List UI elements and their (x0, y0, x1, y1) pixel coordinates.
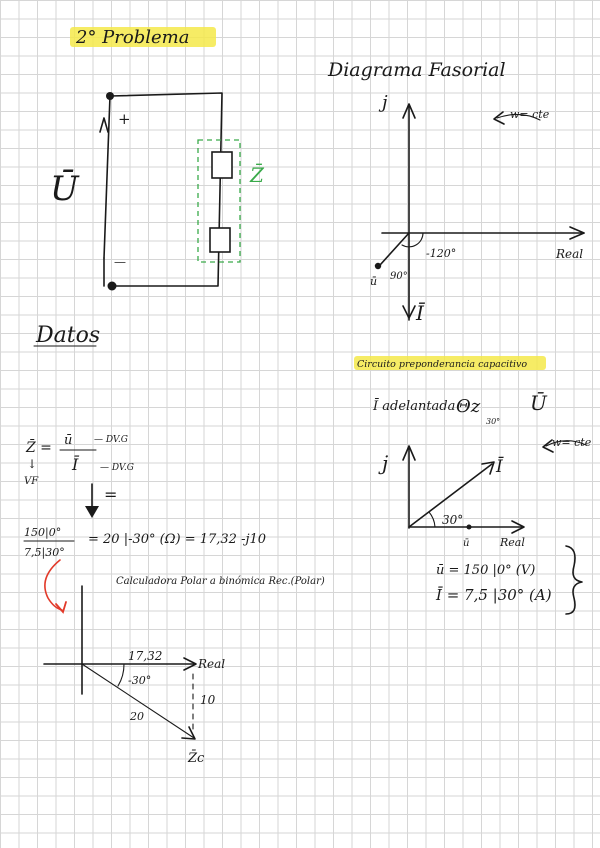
j-axis-label: j (382, 92, 388, 113)
cap-angle-label: 30° (442, 513, 464, 527)
plus-sign: + (118, 110, 131, 128)
eq-i: Ī = 7,5 |30° (A) (436, 586, 552, 604)
frac-den: 7,5|30° (24, 546, 65, 559)
voltage-label: Ū (50, 169, 79, 209)
cap-current-label: Ī (496, 457, 503, 477)
eq-u: ū = 150 |0° (V) (436, 563, 536, 578)
terminal-bottom (108, 282, 117, 291)
capacitive-section (354, 356, 592, 614)
angle-label: -120° (426, 247, 457, 260)
z-frac-num: ū (64, 433, 73, 448)
voltage-arrow-icon (100, 118, 108, 132)
brace-icon (566, 546, 582, 614)
below-z: ↓ (27, 457, 38, 471)
calc-angle-label: -30° (128, 674, 152, 687)
down-arrow-icon (85, 506, 99, 518)
calc-magnitude: 20 (130, 710, 144, 723)
z-result: = 20 |-30° (Ω) = 17,32 -j10 (88, 532, 267, 547)
red-arrow (45, 560, 62, 610)
vf-label: VF (24, 476, 39, 487)
capacitor-element (210, 228, 230, 252)
u-angle-label: 90° (390, 271, 408, 282)
capacitive-heading: Circuito preponderancia capacitivo (357, 359, 528, 370)
u-phasor (380, 233, 409, 265)
statement-end: Ū (530, 391, 547, 415)
calculator-note: Calculadora Polar a binómica Rec.(Polar) (116, 576, 325, 587)
statement-sub: 30° (486, 417, 501, 426)
calc-z-label: Z̄c (188, 751, 205, 766)
impedance-label: Z̄ (250, 163, 264, 187)
calc-real-label: Real (198, 657, 226, 671)
statement-angle: Θz (456, 396, 481, 417)
cap-j-label: j (382, 451, 389, 475)
cap-angle-arc (429, 512, 435, 527)
cap-omega-label: w= cte (552, 436, 592, 449)
omega-label: w= cte (510, 108, 550, 121)
eq-sign: = (104, 485, 118, 504)
minus-sign: — (114, 255, 126, 269)
terminal-top (106, 92, 114, 100)
frac-num: 150|0° (24, 526, 62, 539)
calc-angle-arc (118, 664, 124, 686)
den-note: — DV.G (100, 463, 134, 473)
datos-heading: Datos (36, 323, 101, 348)
cap-real-label: Real (500, 536, 525, 549)
phasor-diagram (327, 59, 584, 325)
cap-u-label: ū (463, 538, 470, 549)
calculator-section (44, 576, 325, 766)
omega-arrow-icon (494, 112, 504, 124)
z-frac-den: Ī (72, 455, 79, 474)
u-phasor-tip (375, 263, 381, 269)
cap-u-tip (467, 525, 472, 530)
current-label: Ī (416, 301, 424, 325)
u-phasor-label: ū (370, 275, 378, 288)
angle-arc (402, 233, 423, 247)
page-title: 2° Problema (76, 27, 190, 48)
calc-im-value: 10 (200, 693, 216, 707)
real-axis-label: Real (556, 247, 584, 261)
circuit-diagram (50, 92, 265, 291)
num-note: — DV.G (94, 435, 128, 445)
z-lhs: Z̄ = (26, 440, 52, 456)
calc-re-value: 17,32 (128, 649, 163, 663)
statement-lead: Ī adelantada (373, 399, 456, 414)
phasor-title: Diagrama Fasorial (328, 59, 506, 81)
red-arrow-icon (56, 602, 66, 612)
resistor-element (212, 152, 232, 178)
